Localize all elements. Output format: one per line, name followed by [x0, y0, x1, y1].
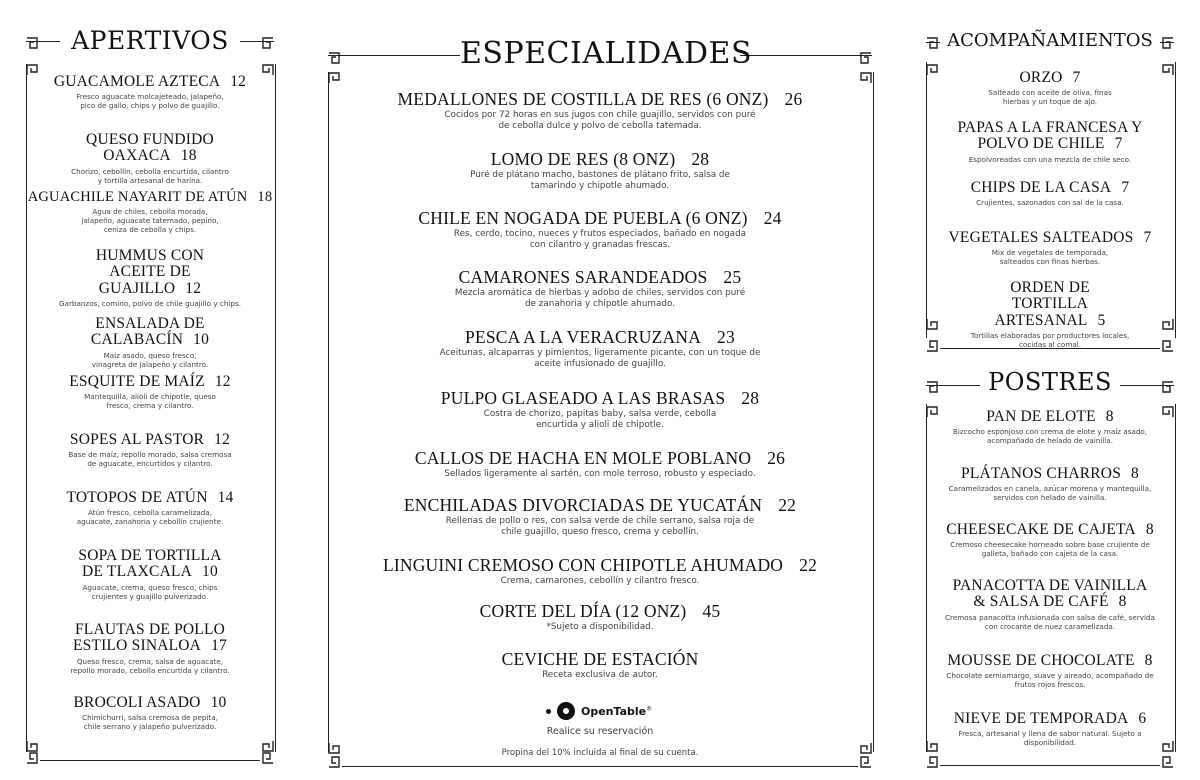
item-description: *Sujeto a disponibilidad. [546, 622, 654, 633]
menu-item [340, 389, 860, 431]
item-price: 18 [257, 189, 273, 205]
greek-key-ornament-icon [1162, 406, 1174, 418]
opentable-wordmark: OpenTable [581, 704, 647, 718]
item-description: Salteado con aceite de oliva, finas hierbas y un toque de ajo. [988, 88, 1112, 107]
item-description: Bizcocho esponjoso con crema de elote y maíz asado, acompañado de helado de vainilla. [952, 427, 1148, 446]
item-name: LOMO DE RES (8 ONZ) [490, 149, 676, 169]
greek-key-ornament-icon [1162, 756, 1174, 768]
opentable-logo[interactable] [546, 702, 652, 720]
section-title-postres: POSTRES [980, 368, 1120, 396]
menu-item [938, 466, 1162, 502]
item-price: 12 [185, 279, 202, 297]
greek-key-ornament-icon [26, 752, 38, 764]
menu-item [938, 522, 1162, 558]
item-description: Puré de plátano macho, bastones de plátano frito, salsa de tamarindo y chipotle ahumado. [470, 170, 730, 192]
item-description: Costra de chorizo, papitas baby, salsa verde, cebolla encurtida y alioli de chipotle. [483, 409, 717, 431]
item-description: Queso fresco, crema, salsa de aguacate, repollo morado, cebolla encurtida y cilantro. [70, 656, 230, 675]
menu-item [38, 490, 262, 526]
menu-item [340, 556, 860, 587]
postres-panel [900, 360, 1200, 780]
greek-key-ornament-icon [1162, 381, 1174, 393]
greek-key-ornament-icon [26, 740, 38, 752]
reservation-link[interactable]: Realice su reservación [546, 726, 654, 737]
item-description: Atún fresco, cebolla caramelizada, aguacate, zanahoria y cebollín crujiente. [76, 508, 224, 527]
item-name: PULPO GLASEADO A LAS BRASAS [440, 388, 726, 408]
item-name: LINGUINI CREMOSO CON CHIPOTLE AHUMADO [382, 555, 784, 575]
item-price: 8 [1144, 652, 1153, 669]
greek-key-ornament-icon [1162, 37, 1174, 49]
item-name: FLAUTAS DE POLLO ESTILO SINALOA [73, 621, 226, 655]
item-description: Receta exclusiva de autor. [542, 670, 658, 681]
item-name: QUESO FUNDIDO OAXACA [86, 131, 214, 165]
menu-item [38, 374, 262, 410]
item-price: 7 [1121, 179, 1130, 196]
item-description: Garbanzos, comino, polvo de chile guajillo y chips. [58, 298, 241, 308]
menu-item [938, 711, 1162, 747]
menu-item [38, 622, 262, 675]
greek-key-ornament-icon [262, 752, 274, 764]
item-description: Rellenas de pollo o res, con salsa verde de chile serrano, salsa roja de chile guajillo, queso fresco, crema y cebollín. [445, 516, 755, 538]
menu-item [938, 70, 1162, 106]
item-price: 22 [778, 495, 797, 515]
item-name: CALLOS DE HACHA EN MOLE POBLANO [414, 448, 752, 468]
item-price: 12 [214, 431, 231, 448]
item-name: ESQUITE DE MAÍZ [69, 373, 205, 390]
item-name: AGUACHILE NAYARIT DE ATÚN [27, 189, 248, 205]
menu-item [340, 650, 860, 681]
item-name: BROCOLI ASADO [73, 694, 201, 711]
item-name: ENCHILADAS DIVORCIADAS DE YUCATÁN [403, 495, 763, 515]
menu-item [340, 150, 860, 192]
greek-key-ornament-icon [1162, 64, 1174, 76]
greek-key-ornament-icon [1162, 318, 1174, 330]
item-description: Crujientes, sazonados con sal de la casa. [976, 198, 1124, 208]
item-description: Mix de vegetales de temporada, salteados con finas hierbas. [991, 248, 1109, 267]
greek-key-ornament-icon [926, 740, 938, 752]
opentable-dot-icon [546, 709, 551, 714]
item-description: Tortillas elaboradas por productores locales, cocidas al comal. [970, 330, 1130, 349]
item-name: CAMARONES SARANDEADOS [458, 267, 708, 287]
item-name: PAN DE ELOTE [986, 408, 1096, 425]
greek-key-ornament-icon [262, 740, 274, 752]
menu-item [340, 268, 860, 310]
item-description: Aceitunas, alcaparras y pimientos, ligeramente picante, con un toque de aceite infusionado de guajillo. [439, 348, 761, 370]
item-description: Caramelizados en canela, azúcar morena y mantequilla, servidos con helado de vainilla. [948, 484, 1152, 503]
menu-item [38, 316, 262, 369]
item-price: 23 [717, 327, 735, 347]
section-title-aperitivos: APERTIVOS [60, 26, 240, 55]
menu-item [38, 695, 262, 731]
greek-key-ornament-icon [1162, 340, 1174, 352]
item-description: Crema, camarones, cebollín y cilantro fresco. [500, 576, 700, 587]
item-description: Mantequilla, alioli de chipotle, queso fresco, crema y cilantro. [84, 392, 216, 411]
postres-list [938, 360, 1162, 780]
item-price: 25 [723, 267, 742, 287]
menu-item [340, 449, 860, 480]
greek-key-ornament-icon [926, 406, 938, 418]
item-description: Fresca, artesanal y llena de sabor natural. Sujeto a disponibilidad. [958, 729, 1142, 748]
menu-item [938, 280, 1162, 349]
item-description: Cremoso cheesecake horneado sobre base crujiente de galleta, bañado con cajeta de la casa. [950, 540, 1150, 559]
item-name: PANACOTTA DE VAINILLA & SALSA DE CAFÉ [952, 577, 1148, 611]
menu-item [938, 120, 1162, 164]
item-description: Fresco aguacate molcajeteado, jalapeño, pico de gallo, chips y polvo de guajillo. [76, 92, 224, 111]
aperitivos-list [27, 0, 273, 780]
aperitivos-panel [0, 0, 300, 780]
item-price: 45 [702, 601, 721, 621]
item-name: MEDALLONES DE COSTILLA DE RES (6 ONZ) [397, 89, 769, 109]
opentable-ring-icon [557, 702, 575, 720]
item-name: ENSALADA DE CALABACÍN [90, 315, 205, 349]
item-price: 8 [1105, 408, 1114, 425]
item-name: NIEVE DE TEMPORADA [953, 710, 1129, 727]
item-price: 12 [230, 73, 247, 90]
item-price: 26 [767, 448, 786, 468]
menu-item [340, 328, 860, 370]
item-name: VEGETALES SALTEADOS [948, 229, 1134, 246]
item-price: 24 [763, 208, 782, 228]
menu-item [38, 548, 262, 601]
menu-item [938, 409, 1162, 445]
item-price: 7 [1114, 135, 1123, 153]
item-name: SOPA DE TORTILLA DE TLAXCALA [78, 547, 222, 581]
item-price: 5 [1097, 311, 1106, 329]
greek-key-ornament-icon [26, 64, 38, 76]
item-description: Cocidos por 72 horas en sus jugos con chile guajillo, servidos con puré de cebolla dulce y polvo de cebolla tatemada. [444, 110, 756, 132]
item-name: HUMMUS CON ACEITE DE GUAJILLO [95, 247, 205, 297]
item-name: PAPAS A LA FRANCESA Y POLVO DE CHILE [957, 119, 1143, 153]
item-description: Espolvoreadas con una mezcla de chile seco. [968, 154, 1132, 164]
menu-item [340, 209, 860, 251]
item-name: CEVICHE DE ESTACIÓN [501, 649, 699, 669]
trademark-mark: ® [646, 704, 653, 712]
menu-item [24, 190, 276, 234]
section-title-acompanamientos: ACOMPAÑAMIENTOS [940, 30, 1160, 51]
greek-key-ornament-icon [328, 72, 340, 84]
item-price: 28 [691, 149, 710, 169]
item-description: Aguacate, crema, queso fresco, chips crujientes y guajillo pulverizado. [82, 582, 218, 601]
item-description: Agua de chiles, cebolla morada, jalapeño, aguacate tatemado, pepino, ceniza de cebolla y chips. [81, 207, 219, 235]
greek-key-ornament-icon [262, 64, 274, 76]
item-price: 22 [799, 555, 818, 575]
item-name: ORZO [1019, 69, 1063, 86]
item-price: 8 [1131, 465, 1139, 482]
item-description: Cremosa panacotta infusionada con salsa de café, servida con crocante de nuez caramelizada. [945, 612, 1155, 631]
greek-key-ornament-icon [262, 37, 274, 49]
item-price: 6 [1138, 710, 1147, 727]
item-price: 26 [784, 89, 803, 109]
item-price: 8 [1145, 521, 1154, 538]
menu-item [340, 90, 860, 132]
item-price: 10 [202, 563, 218, 581]
greek-key-ornament-icon [926, 340, 938, 352]
item-name: PESCA A LA VERACRUZANA [465, 327, 702, 347]
item-description: Base de maíz, repollo morado, salsa cremosa de aguacate, encurtidos y cilantro. [68, 450, 232, 469]
greek-key-ornament-icon [926, 64, 938, 76]
greek-key-ornament-icon [1162, 740, 1174, 752]
item-name: CORTE DEL DÍA (12 ONZ) [479, 601, 687, 621]
item-description: Chimichurri, salsa cremosa de pepita, chile serrano y jalapeño pulverizado. [82, 713, 218, 732]
item-name: PLÁTANOS CHARROS [961, 465, 1122, 482]
item-description: Maíz asado, queso fresco, vinagreta de jalapeño y cilantro. [91, 350, 209, 369]
greek-key-ornament-icon [26, 37, 38, 49]
menu-item [38, 248, 262, 308]
item-price: 28 [741, 388, 760, 408]
acompanamientos-panel [900, 0, 1200, 360]
item-price: 7 [1143, 229, 1152, 246]
item-description: Chocolate semiamargo, suave y aireado, acompañado de frutos rojos frescos. [946, 671, 1154, 690]
item-description: Chorizo, cebollín, cebolla encurtida, cilantro y tortilla artesanal de harina. [71, 166, 229, 185]
item-description: Res, cerdo, tocino, nueces y frutos especiados, bañado en nogada con cilantro y granadas frescas. [453, 229, 747, 251]
item-price: 17 [211, 637, 227, 655]
greek-key-ornament-icon [860, 52, 872, 64]
greek-key-ornament-icon [926, 37, 938, 49]
item-price: 10 [193, 331, 210, 349]
menu-item [38, 74, 262, 110]
menu-item [938, 578, 1162, 631]
item-price: 14 [217, 489, 234, 506]
item-name: CHIPS DE LA CASA [970, 179, 1112, 196]
greek-key-ornament-icon [328, 52, 340, 64]
item-price: 7 [1072, 69, 1081, 86]
greek-key-ornament-icon [860, 72, 872, 84]
especialidades-list [340, 0, 860, 780]
item-name: CHILE EN NOGADA DE PUEBLA (6 ONZ) [418, 208, 748, 228]
item-name: SOPES AL PASTOR [69, 431, 205, 448]
menu-item [340, 602, 860, 633]
item-name: MOUSSE DE CHOCOLATE [947, 652, 1135, 669]
menu-item [938, 230, 1162, 266]
menu-item [38, 132, 262, 185]
item-name: CHEESECAKE DE CAJETA [946, 521, 1136, 538]
menu-item [38, 432, 262, 468]
item-price: 8 [1118, 593, 1127, 611]
greek-key-ornament-icon [926, 318, 938, 330]
menu-item [340, 496, 860, 538]
item-name: ORDEN DE TORTILLA ARTESANAL [994, 279, 1090, 329]
tip-footnote: Propina del 10% incluida al final de su cuenta. [501, 748, 699, 758]
item-name: GUACAMOLE AZTECA [53, 73, 221, 90]
section-title-especialidades: ESPECIALIDADES [460, 36, 752, 71]
acompanamientos-list [938, 0, 1162, 360]
menu-item [938, 180, 1162, 207]
greek-key-ornament-icon [926, 381, 938, 393]
item-name: TOTOPOS DE ATÚN [66, 489, 208, 506]
item-price: 18 [180, 147, 197, 165]
item-description: Sellados ligeramente al sartén, con mole terroso, robusto y especiado. [444, 469, 756, 480]
item-price: 12 [214, 373, 231, 390]
especialidades-panel [300, 0, 900, 780]
greek-key-ornament-icon [926, 756, 938, 768]
item-price: 10 [210, 694, 227, 711]
menu-item [938, 653, 1162, 689]
item-description: Mezcla aromática de hierbas y adobo de chiles, servidos con puré de zanahoria y chipotle ahumado. [454, 288, 746, 310]
